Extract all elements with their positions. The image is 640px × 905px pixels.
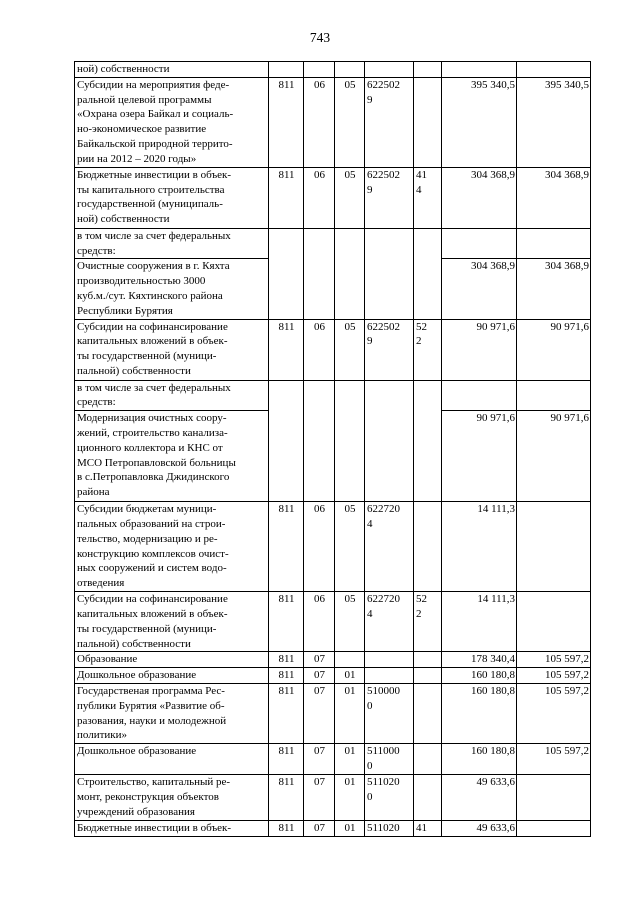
subsection-code <box>335 380 365 411</box>
table-row <box>75 668 591 684</box>
ministry-code: 811 <box>269 683 304 743</box>
table-row <box>75 167 591 228</box>
table-row <box>75 592 591 652</box>
target-article-code <box>365 652 414 668</box>
section-code: 07 <box>304 775 335 821</box>
amount-2: 105 597,2 <box>517 744 591 775</box>
ministry-code: 811 <box>269 668 304 684</box>
amount-1: 49 633,6 <box>442 821 517 837</box>
target-article-code <box>365 62 414 78</box>
row-description: Государственая программа Рес- публики Бурятия «Развитие об- разования, науки и молодежной политики» <box>75 683 269 743</box>
amount-2: 105 597,2 <box>517 652 591 668</box>
amount-1: 49 633,6 <box>442 775 517 821</box>
row-description: Субсидии на софинансирование капитальных вложений в объек- ты государственной (муници- пальной) собственности <box>75 319 269 380</box>
amount-1 <box>442 62 517 78</box>
subsection-code: 05 <box>335 592 365 652</box>
expense-type-code <box>414 411 442 502</box>
amount-2: 90 971,6 <box>517 411 591 502</box>
table-row <box>75 319 591 380</box>
table-row <box>75 744 591 775</box>
section-code <box>304 411 335 502</box>
target-article-code: 511000 0 <box>365 744 414 775</box>
section-code: 07 <box>304 652 335 668</box>
subsection-code: 01 <box>335 668 365 684</box>
target-article-code: 622720 4 <box>365 592 414 652</box>
amount-1: 90 971,6 <box>442 319 517 380</box>
budget-table <box>74 61 591 837</box>
expense-type-code <box>414 380 442 411</box>
table-row <box>75 683 591 743</box>
expense-type-code <box>414 259 442 319</box>
target-article-code: 511020 0 <box>365 775 414 821</box>
target-article-code: 510000 0 <box>365 683 414 743</box>
amount-2 <box>517 62 591 78</box>
expense-type-code <box>414 775 442 821</box>
row-description: в том числе за счет федеральных средств: <box>75 380 269 411</box>
row-description: Строительство, капитальный ре- монт, реконструкция объектов учреждений образования <box>75 775 269 821</box>
table-row <box>75 380 591 411</box>
amount-2 <box>517 592 591 652</box>
subsection-code: 05 <box>335 167 365 228</box>
target-article-code: 622502 9 <box>365 77 414 167</box>
section-code: 06 <box>304 502 335 592</box>
row-description: Субсидии бюджетам муници- пальных образований на строи- тельство, модернизацию и ре- конструкцию комплексов очист- ных сооружений и систем водо- отведения <box>75 502 269 592</box>
row-description: ной) собственности <box>75 62 269 78</box>
amount-2 <box>517 821 591 837</box>
subsection-code <box>335 228 365 259</box>
target-article-code: 622720 4 <box>365 502 414 592</box>
amount-1 <box>442 380 517 411</box>
amount-1: 178 340,4 <box>442 652 517 668</box>
section-code: 06 <box>304 167 335 228</box>
section-code <box>304 380 335 411</box>
row-description: Бюджетные инвестиции в объек- <box>75 821 269 837</box>
amount-1: 160 180,8 <box>442 668 517 684</box>
amount-1: 160 180,8 <box>442 744 517 775</box>
expense-type-code: 52 2 <box>414 319 442 380</box>
expense-type-code <box>414 668 442 684</box>
subsection-code <box>335 411 365 502</box>
section-code: 07 <box>304 668 335 684</box>
subsection-code: 05 <box>335 502 365 592</box>
amount-2: 105 597,2 <box>517 668 591 684</box>
subsection-code: 01 <box>335 821 365 837</box>
row-description: Бюджетные инвестиции в объек- ты капитального строительства государственной (муниципаль- ной) собственности <box>75 167 269 228</box>
subsection-code: 05 <box>335 319 365 380</box>
expense-type-code: 41 4 <box>414 167 442 228</box>
section-code: 06 <box>304 592 335 652</box>
expense-type-code <box>414 502 442 592</box>
subsection-code <box>335 652 365 668</box>
expense-type-code <box>414 62 442 78</box>
section-code: 06 <box>304 77 335 167</box>
amount-2 <box>517 502 591 592</box>
amount-2 <box>517 380 591 411</box>
table-row <box>75 259 591 319</box>
target-article-code <box>365 668 414 684</box>
table-row <box>75 775 591 821</box>
amount-1: 395 340,5 <box>442 77 517 167</box>
ministry-code: 811 <box>269 821 304 837</box>
table-row <box>75 652 591 668</box>
ministry-code: 811 <box>269 502 304 592</box>
target-article-code <box>365 380 414 411</box>
amount-1: 304 368,9 <box>442 167 517 228</box>
amount-2 <box>517 228 591 259</box>
table-row <box>75 821 591 837</box>
target-article-code: 511020 <box>365 821 414 837</box>
ministry-code <box>269 228 304 259</box>
section-code: 07 <box>304 821 335 837</box>
expense-type-code <box>414 77 442 167</box>
row-description: Субсидии на софинансирование капитальных вложений в объек- ты государственной (муници- пальной) собственности <box>75 592 269 652</box>
amount-1: 90 971,6 <box>442 411 517 502</box>
target-article-code <box>365 411 414 502</box>
amount-1: 14 111,3 <box>442 502 517 592</box>
target-article-code <box>365 259 414 319</box>
amount-1: 14 111,3 <box>442 592 517 652</box>
subsection-code: 01 <box>335 744 365 775</box>
ministry-code: 811 <box>269 652 304 668</box>
ministry-code: 811 <box>269 77 304 167</box>
table-row <box>75 411 591 502</box>
ministry-code: 811 <box>269 167 304 228</box>
ministry-code <box>269 411 304 502</box>
subsection-code: 05 <box>335 77 365 167</box>
section-code <box>304 228 335 259</box>
table-row <box>75 502 591 592</box>
ministry-code: 811 <box>269 592 304 652</box>
row-description: Образование <box>75 652 269 668</box>
expense-type-code: 41 <box>414 821 442 837</box>
amount-2 <box>517 775 591 821</box>
expense-type-code: 52 2 <box>414 592 442 652</box>
ministry-code: 811 <box>269 744 304 775</box>
row-description: Дошкольное образование <box>75 744 269 775</box>
row-description: Дошкольное образование <box>75 668 269 684</box>
row-description: в том числе за счет федеральных средств: <box>75 228 269 259</box>
subsection-code <box>335 259 365 319</box>
amount-1 <box>442 228 517 259</box>
subsection-code: 01 <box>335 775 365 821</box>
ministry-code <box>269 62 304 78</box>
table-row <box>75 228 591 259</box>
expense-type-code <box>414 683 442 743</box>
row-description: Субсидии на мероприятия феде- ральной целевой программы «Охрана озера Байкал и социаль- но-экономическое развитие Байкальской природной террито- рии на 2012 – 2020 годы» <box>75 77 269 167</box>
expense-type-code <box>414 228 442 259</box>
target-article-code: 622502 9 <box>365 319 414 380</box>
row-description: Модернизация очистных соору- жений, строительство канализа- ционного коллектора и КНС от МСО Петропавловской больницы в с.Петропавловка Джидинского района <box>75 411 269 502</box>
target-article-code <box>365 228 414 259</box>
ministry-code <box>269 259 304 319</box>
amount-2: 105 597,2 <box>517 683 591 743</box>
expense-type-code <box>414 652 442 668</box>
subsection-code: 01 <box>335 683 365 743</box>
table-row <box>75 62 591 78</box>
ministry-code: 811 <box>269 319 304 380</box>
amount-2: 304 368,9 <box>517 167 591 228</box>
section-code: 07 <box>304 683 335 743</box>
amount-2: 90 971,6 <box>517 319 591 380</box>
section-code: 07 <box>304 744 335 775</box>
section-code <box>304 259 335 319</box>
page-number: 743 <box>309 30 331 45</box>
expense-type-code <box>414 744 442 775</box>
subsection-code <box>335 62 365 78</box>
table-row <box>75 77 591 167</box>
amount-2: 395 340,5 <box>517 77 591 167</box>
row-description: Очистные сооружения в г. Кяхта производительностью 3000 куб.м./сут. Кяхтинского района Республики Бурятия <box>75 259 269 319</box>
amount-1: 304 368,9 <box>442 259 517 319</box>
amount-1: 160 180,8 <box>442 683 517 743</box>
amount-2: 304 368,9 <box>517 259 591 319</box>
ministry-code <box>269 380 304 411</box>
section-code <box>304 62 335 78</box>
section-code: 06 <box>304 319 335 380</box>
target-article-code: 622502 9 <box>365 167 414 228</box>
ministry-code: 811 <box>269 775 304 821</box>
